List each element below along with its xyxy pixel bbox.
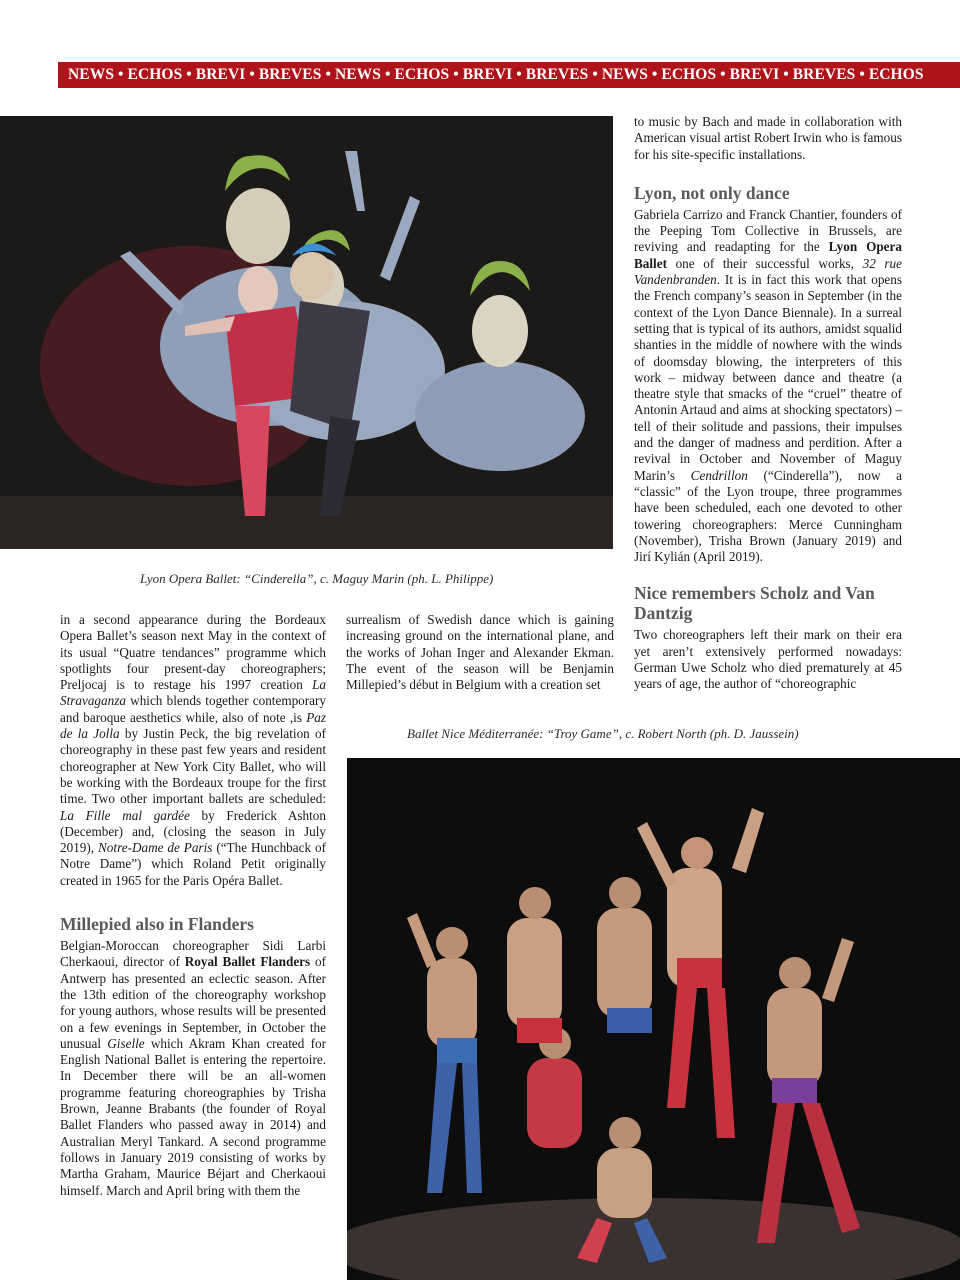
cinderella-caption: Lyon Opera Ballet: “Cinderella”, c. Maguy Marin (ph. L. Philippe): [140, 571, 494, 586]
nice-paragraph: Two choreographers left their mark on their era yet aren’t extensively performed nowadays: German Uwe Scholz who died prematurely at 45 years of age, the author of “choreographic: [634, 627, 902, 692]
right-column-top: [634, 114, 902, 693]
news-banner: NEWS • ECHOS • BREVI • BREVES • NEWS • ECHOS • BREVI • BREVES • NEWS • ECHOS • BREVI • BREVES • ECHOS: [58, 62, 960, 88]
bordeaux-paragraph: in a second appearance during the Bordeaux Opera Ballet’s season next May in the context of its usual “Quatre tendances” programme which spotlights four present-day choreographers; Preljocaj is to restage his 1997 creation La Stravaganza which blends together contemporary and baroque aesthetics while, also of note ,is Paz de la Jolla by Justin Peck, the big revelation of choreography in these past few years and resident choreographer at New York City Ballet, who will be working with the Bordeaux troupe for the first time. Two other important ballets are scheduled: La Fille mal gardée by Frederick Ashton (December) and, (closing the season in July 2019), Notre-Dame de Paris (“The Hunchback of Notre Dame”) which Roland Petit originally created in 1965 for the Paris Opéra Ballet.: [60, 612, 327, 888]
troy-game-photo: [347, 758, 960, 1280]
cinderella-photo: [0, 116, 613, 549]
flanders-heading: Millepied also in Flanders: [60, 914, 254, 935]
left-column: [60, 612, 326, 1199]
cinderella-illustration: [0, 116, 613, 549]
lyon-heading: Lyon, not only dance: [634, 182, 790, 203]
lyon-paragraph: Gabriela Carrizo and Franck Chantier, founders of the Peeping Tom Collective in Brussels, are reviving and readapting for the Lyon Opera Ballet one of their successful works, 32 rue Vandenbranden. It is in fact this work that opens the French company’s season in September (in the context of the Lyon Dance Biennale). In a surreal setting that is typical of its authors, amidst squalid shanties in the middle of nowhere with the winds of doomsday blowing, the interpreters of this work – midway between dance and theatre (a theatre style that smacks of the “cruel” theatre of Antonin Artaud and aims at shocking spectators) – tell of their solitude and passions, their impulses and the danger of madness and perdition. After a revival in October and November of Maguy Marin’s Cendrillon (“Cinderella”), now a “classic” of the Lyon troupe, three programmes have been scheduled, each one devoted to other towering choreographers: Merce Cunningham (November), Trisha Brown (January 2019) and Jirí Kylián (April 2019).: [634, 206, 903, 565]
troy-game-illustration: [347, 758, 960, 1280]
troy-caption: Ballet Nice Méditerranée: “Troy Game”, c. Robert North (ph. D. Jaussein): [407, 726, 799, 741]
flanders-continuation: surrealism of Swedish dance which is gaining increasing ground on the international plane, and the works of Johan Inger and Alexander Ekman. The event of the season will be Benjamin Millepied’s début in Belgium with a creation set: [346, 612, 614, 693]
continuation-paragraph: to music by Bach and made in collaboration with American visual artist Robert Irwin who is famous for his site-specific installations.: [634, 114, 902, 162]
middle-column: [346, 612, 614, 693]
flanders-paragraph: Belgian-Moroccan choreographer Sidi Larbi Cherkaoui, director of Royal Ballet Flanders of Antwerp has presented an eclectic season. After the 13th edition of the choreography workshop for young authors, whose results will be presented on a few evenings in September, in October the unusual Giselle which Akram Khan created for English National Ballet is entering the repertoire. In December there will be an all-women programme featuring choreographies by Trisha Brown, Jeanne Brabants (the founder of Royal Ballet Flanders who passed away in 2014) and Australian Meryl Tankard. A second programme follows in January 2019 consisting of works by Martha Graham, Maurice Béjart and Cherkaoui himself. March and April bring with them the: [60, 938, 327, 1198]
nice-heading: Nice remembers Scholz and Van Dantzig: [634, 583, 875, 624]
